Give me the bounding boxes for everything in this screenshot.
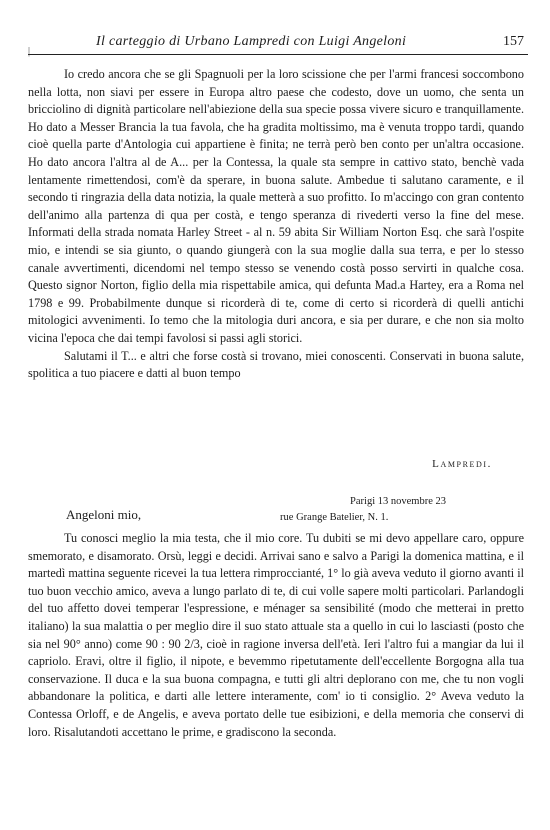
header-margin-mark: | [28,46,31,57]
letter-2-dateline [280,494,446,526]
letter-1-signature: Lampredi. [432,458,492,470]
letter-2-body [28,530,524,741]
letter-2-date: Parigi 13 novembre 23 [350,496,446,507]
letter-1-paragraph-1: Io credo ancora che se gli Spagnuoli per la loro scissione che per l'armi francesi soccombono nella lotta, non siavi per essere in Europa altro paese che codesto, dove un uomo, che senta un bricciolino di dignità particolare nell'abiezione della sua specie possa vivere sicuro e tranquillamente. Ho dato a Messer Brancia la tua favola, che ha gradita moltissimo, ma è venuta troppo tardi, quando cioè quella parte d'Antologia cui appartiene è finita; ne terrà però ben conto per un'altra occasione. Ho dato ancora l'altra al de A... per la Contessa, la quale sta sempre in cattivo stato, benchè vada lentamente rimettendosi, com'è da sperare, in buona salute. Ambedue ti salutano caramente, e il secondo ti ringrazia della data notizia, la quale metterà a suo profitto. Io m'accingo con gran contento dell'animo alla partenza di qua per costà, e tengo speranza di rivederti verso la fine del mese. Informati della strada nomata Harley Street - al n. 59 abita Sir William Norton Esq. che sarà l'ospite mio, e intendi se sia giunto, o quando giungerà con la sua moglie dalla sua terra, e per lo stesso canale avvertimenti, dicendomi nel tempo stesso se venendo costà posso servirti in qualche cosa. Questo signor Norton, figlio della mia rispettabile amica, qui defunta Mad.a Hartey, era a Roma nel 1798 e 99. Probabilmente dunque si ricorderà di te, come di certo si ricorderà di quelli antichi mitologici avvenimenti. Io temo che la mitologia duri ancora, e sia per durare, e che non sia molto vicina l'epoca che dai tempi favolosi si passi agli storici. [28,67,524,345]
page-number: 157 [503,34,524,49]
letter-2-address: rue Grange Batelier, N. 1. [280,512,389,523]
running-header [28,28,528,55]
letter-2-salutation: Angeloni mio, [66,507,142,522]
letter-1-body [28,66,524,383]
letter-2-paragraph: Tu conosci meglio la mia testa, che il mio core. Tu dubiti se mi devo appellare caro, oppure smemorato, e disamorato. Orsù, leggi e decidi. Arrivai sano e salvo a Parigi la domenica mattina, e il martedì mattina seguente ricevei la tua lettera rimproccianté, 1° lo già aveva veduto il giorno avanti il tuo buon vecchio amico, aveva a lungo parlato di te, di cui volle sapere molti particolari. Parlandogli del tuo affetto dovei temperar l'espressione, e ménager sa sensibilité (modo che metterai in pretto italiano) la sua malattia o per meglio dire il suo stato attuale sta a quello in cui lo lasciasti (posto che sia nel 90° anno) come 90 : 90 2/3, cioè in ragione inversa dell'età. Ieri l'altro fui a mangiar da lui il capriolo. Eravi, oltre il figlio, il nipote, e bevemmo ripetutamente dell'eccellente Borgogna alla tua conservazione. Il duca e la sua buona compagna, e tutti gli altri deplorano con me, che tu non vogli abbandonare la politica, e darti alle lettere interamente, com' io ti consiglio. 2° Aveva veduto la Contessa Orloff, e de Angelis, e aveva portato delle tue esibizioni, e della memoria che conservi di loro. Risalutandoti accettano le prime, e gradiscono la seconda. [28,531,524,739]
letter-1-paragraph-2: Salutami il T... e altri che forse costà si trovano, miei conoscenti. Conservati in buona salute, spolitica a tuo piacere e datti al buon tempo [28,348,524,381]
running-title: Il carteggio di Urbano Lampredi con Luigi Angeloni [96,34,407,49]
